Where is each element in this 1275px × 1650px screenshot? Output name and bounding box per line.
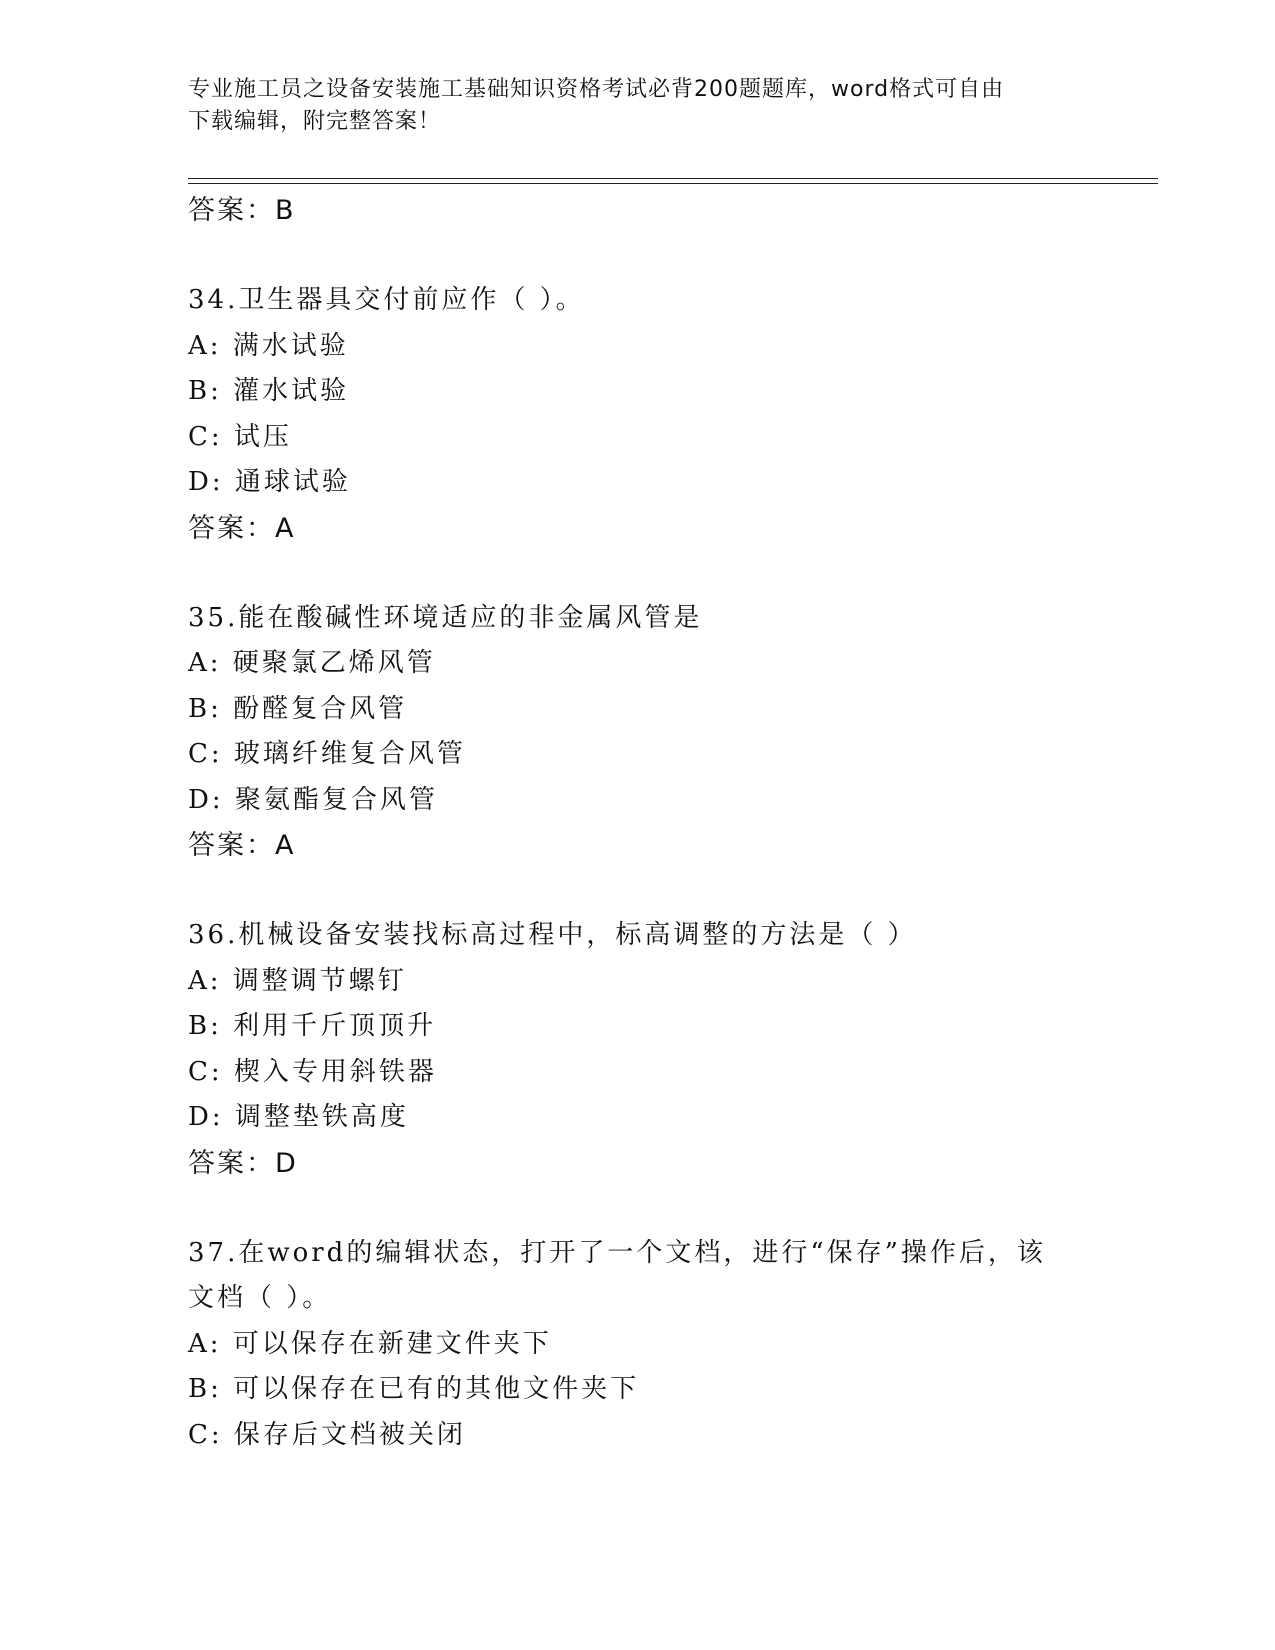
option-c: C: 楔入专用斜铁器 [188,1056,437,1087]
option-b: B: 酚醛复合风管 [188,693,408,724]
option-a: A: 硬聚氯乙烯风管 [188,648,436,678]
option-d: D: 聚氨酯复合风管 [188,784,438,815]
question-item [188,278,1148,552]
option-d: D: 调整垫铁高度 [188,1102,409,1132]
question-stem: 36.机械设备安装找标高过程中，标高调整的方法是（ ） [188,920,917,950]
header-rule-bottom [188,183,1158,184]
question-stem: 35.能在酸碱性环境适应的非金属风管是 [188,602,703,633]
option-a: A: 满水试验 [188,330,349,361]
option-b: B: 灌水试验 [188,376,350,406]
document-header [188,74,1068,138]
option-a: A: 可以保存在新建文件夹下 [188,1328,552,1359]
option-c: C: 试压 [188,421,292,452]
question-item [188,596,1148,870]
option-b: B: 可以保存在已有的其他文件夹下 [188,1374,640,1404]
answer-line: 答案：A [188,830,296,861]
question-item [188,913,1148,1187]
header-line-2: 下载编辑，附完整答案！ [188,109,442,134]
answer-line: 答案：A [188,512,296,544]
option-c: C: 保存后文档被关闭 [188,1419,466,1450]
option-d: D: 通球试验 [188,467,351,497]
option-a: A: 调整调节螺钉 [188,965,407,996]
option-b: B: 利用千斤顶顶升 [188,1011,437,1041]
header-line-1: 专业施工员之设备安装施工基础知识资格考试必背200题题库，word格式可自由 [188,77,1005,102]
answer-line: 答案：B [188,195,296,226]
question-stem-line-2: 文档（ ）。 [188,1283,332,1313]
question-stem: 34.卫生器具交付前应作（ ）。 [188,285,585,315]
question-stem-line-1: 37.在word的编辑状态，打开了一个文档，进行“保存”操作后，该 [188,1237,1046,1268]
question-list [188,188,1148,1458]
question-item [188,1231,1148,1459]
header-rule-top [188,178,1158,179]
answer-line: 答案：D [188,1147,298,1179]
option-c: C: 玻璃纤维复合风管 [188,739,466,769]
